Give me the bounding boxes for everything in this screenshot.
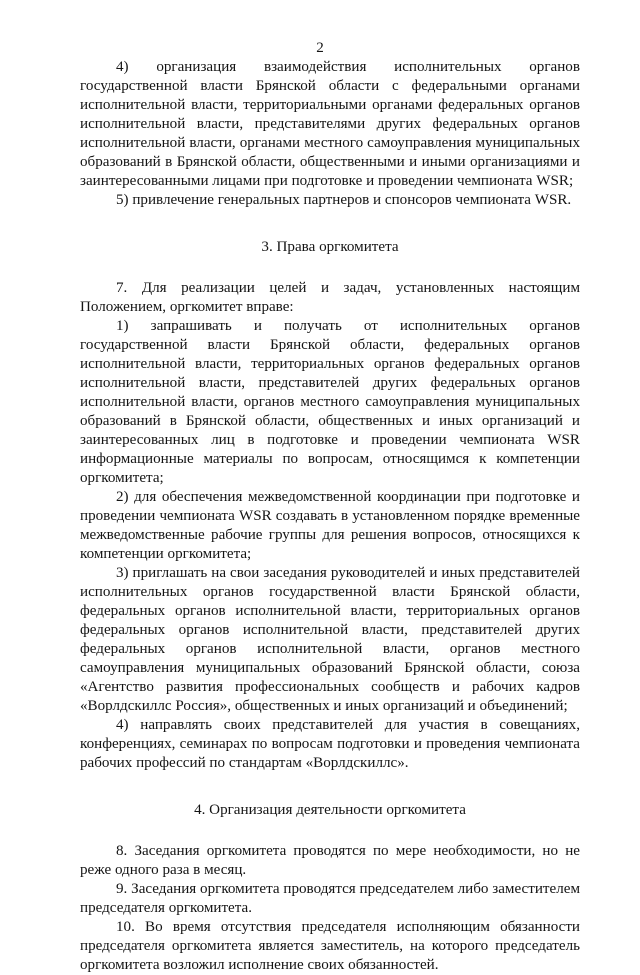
paragraph-clause-7: 7. Для реализации целей и задач, установленных настоящим Положением, оргкомитет вправе: [80,280,580,315]
paragraph-right-1: 1) запрашивать и получать от исполнительных органов государственной власти Брянской области, федеральных органов исполнительной власти, территориальных органов федеральных органов исполнительной власти, представителей других федеральных органов исполнительной власти, органов местного самоуправления муниципальных образований в Брянской области, общественных и иных организаций и заинтересованных лиц в подготовке и проведении чемпионата WSR информационные материалы по вопросам, относящимся к компетенции оргкомитета; [80,318,580,486]
document-body [80,58,580,975]
section-heading-rights: 3. Права оргкомитета [261,239,399,255]
section-heading-organization: 4. Организация деятельности оргкомитета [194,802,466,818]
paragraph-clause-10: 10. Во время отсутствия председателя исполняющим обязанности председателя оргкомитета является заместитель, на которого председатель оргкомитета возложил исполнение своих обязанностей. [80,919,580,973]
paragraph-clause-8: 8. Заседания оргкомитета проводятся по мере необходимости, но не реже одного раза в месяц. [80,843,580,878]
paragraph-right-3: 3) приглашать на свои заседания руководителей и иных представителей исполнительных органов государственной власти Брянской области, федеральных органов исполнительной власти, территориальных органов федеральных органов исполнительной власти, представителей других федеральных органов исполнительной власти, органов местного самоуправления муниципальных образований Брянской области, союза «Агентство развития профессиональных сообществ и рабочих кадров «Ворлдскиллс Россия», общественных и иных организаций и объединений; [80,565,580,714]
page-number: 2 [316,40,324,56]
paragraph-right-2: 2) для обеспечения межведомственной координации при подготовке и проведении чемпионата WSR создавать в установленном порядке временные межведомственные рабочие группы для решения вопросов, относящихся к компетенции оргкомитета; [80,489,580,562]
paragraph-right-4: 4) направлять своих представителей для участия в совещаниях, конференциях, семинарах по вопросам подготовки и проведения чемпионата рабочих профессий по стандартам «Ворлдскиллс». [80,717,580,771]
paragraph-item-4-coordination: 4) организация взаимодействия исполнительных органов государственной власти Брянской области с федеральными органами исполнительной власти, территориальными органами федеральных органов исполнительной власти, представителями других федеральных органов исполнительной власти, органами местного самоуправления муниципальных образований в Брянской области, общественными и иными организациями и заинтересованными лицами при подготовке и проведении чемпионата WSR; [80,59,580,189]
paragraph-clause-9: 9. Заседания оргкомитета проводятся председателем либо заместителем председателя оргкомитета. [80,881,580,916]
paragraph-item-5-partners: 5) привлечение генеральных партнеров и спонсоров чемпионата WSR. [116,192,572,208]
